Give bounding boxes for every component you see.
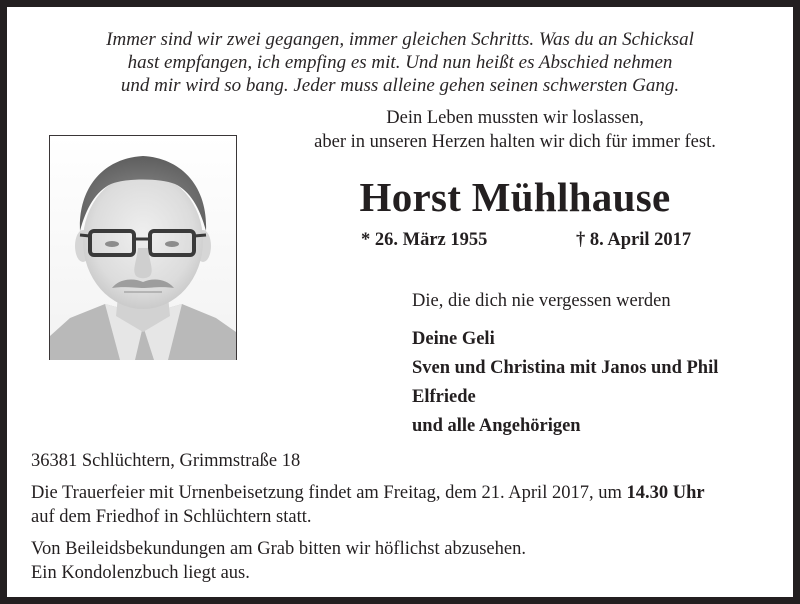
service-text: Die Trauerfeier mit Urnenbeisetzung findet am Freitag, dem 21. April 2017, um — [31, 483, 627, 503]
deceased-name: Horst Mühlhause — [359, 174, 671, 220]
closing-line: Von Beileidsbekundungen am Grab bitten wir höflichst abzusehen. — [31, 539, 526, 559]
farewell-verse — [265, 106, 765, 154]
portrait-photo — [49, 135, 237, 360]
mourner-name: und alle Angehörigen — [412, 416, 581, 436]
mourner-name: Elfriede — [412, 387, 476, 407]
service-time: 14.30 Uhr — [626, 483, 705, 503]
poem-line: und mir wird so bang. Jeder muss alleine gehen seinen schwersten Gang. — [120, 75, 680, 96]
birth-star-icon: * — [361, 230, 371, 250]
death-date — [576, 228, 691, 252]
poem-line: Immer sind wir zwei gegangen, immer gleichen Schritts. Was du an Schicksal — [106, 29, 694, 50]
mourner-name: Sven und Christina mit Janos und Phil — [412, 358, 719, 378]
cross-icon: † — [576, 230, 586, 250]
funeral-service-info — [31, 482, 705, 529]
mourners-list — [412, 325, 718, 441]
poem — [7, 28, 793, 97]
death-date-value: 8. April 2017 — [589, 230, 692, 250]
service-line-2: auf dem Friedhof in Schlüchtern statt. — [31, 506, 312, 527]
farewell-line: aber in unseren Herzen halten wir dich für immer fest. — [314, 132, 716, 152]
portrait-image — [50, 136, 236, 360]
closing-line: Ein Kondolenzbuch liegt aus. — [31, 562, 250, 583]
obituary-notice — [7, 7, 793, 597]
family-address: 36381 Schlüchtern, Grimmstraße 18 — [31, 451, 301, 471]
mourners-intro: Die, die dich nie vergessen werden — [412, 291, 671, 311]
poem-line: hast empfangen, ich empfing es mit. Und nun heißt es Abschied nehmen — [127, 52, 673, 73]
service-line-1 — [31, 482, 705, 506]
farewell-line: Dein Leben mussten wir loslassen, — [386, 108, 644, 128]
birth-date — [361, 228, 487, 252]
mourner-name: Deine Geli — [412, 329, 495, 349]
closing-note — [31, 538, 526, 585]
birth-date-value: 26. März 1955 — [374, 230, 488, 250]
